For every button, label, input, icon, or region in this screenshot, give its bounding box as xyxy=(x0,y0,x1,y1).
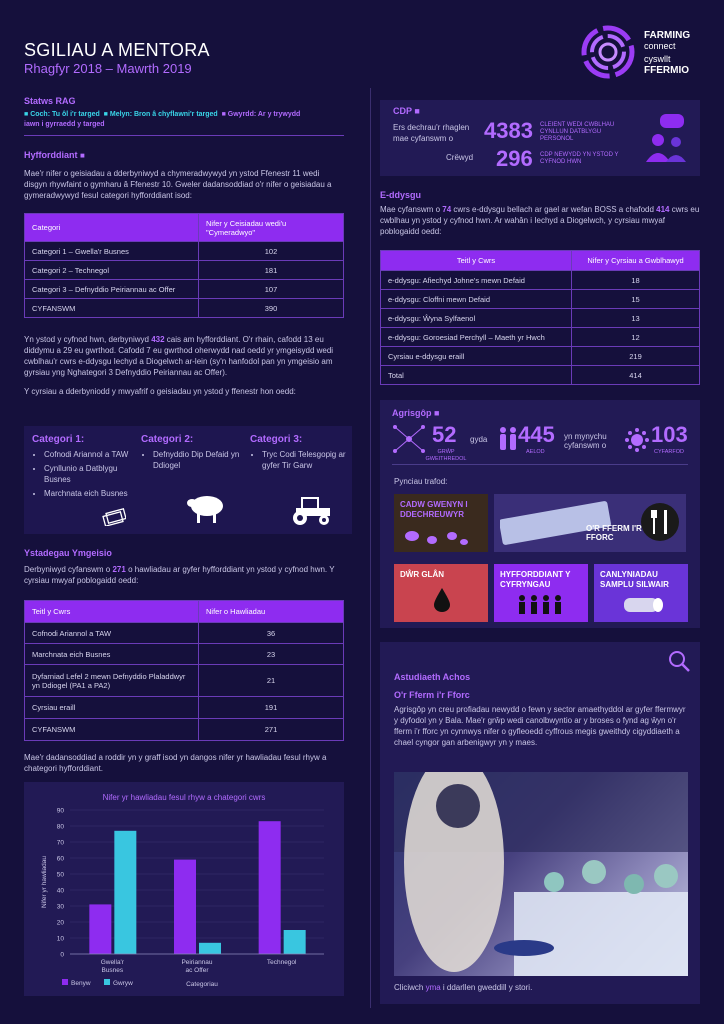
tractor-icon xyxy=(286,494,338,526)
cdp-label1: Ers dechrau'r rhaglen mae cyfanswm o xyxy=(393,123,470,143)
agrisgop-with: gyda xyxy=(470,435,488,444)
y-tick-label: 50 xyxy=(56,871,64,879)
rag-status-section xyxy=(24,96,344,136)
cdp-num2: 296 xyxy=(496,146,533,171)
applications-heading: Ystadegau Ymgeisio xyxy=(24,548,112,558)
topic-tile-clean-water: DŴR GLÂN xyxy=(394,564,488,622)
y-tick-label: 40 xyxy=(56,887,64,895)
y-axis-label: Nifer yr hawliadau xyxy=(41,855,48,909)
th-approved: Nifer y Ceisiadau wedi'u "Cymeradwyo" xyxy=(199,214,344,242)
cdp-num1: 4383 xyxy=(484,118,533,143)
legend-amber: ■ Melyn: Bron â chyflawni'r targed xyxy=(103,111,218,118)
category-3-box xyxy=(242,426,352,534)
meeting-icon xyxy=(644,114,688,162)
table-row: Categori 1 – Gwella'r Busnes 102 xyxy=(25,242,344,261)
training-para3: Y cyrsiau a dderbyniodd y mwyafrif o geisiadau yn ystod y ffenestr hon oedd: xyxy=(24,387,296,396)
read-more-link[interactable]: yma xyxy=(425,983,441,992)
logo-line1: FARMING xyxy=(644,30,691,41)
logo-text xyxy=(644,30,690,76)
training-section xyxy=(24,150,344,201)
agrisgop-members: 445 xyxy=(518,422,555,447)
category-1-title: Categori 1: xyxy=(32,434,85,445)
training-table xyxy=(24,213,344,318)
legend-red: ■ Coch: Tu ôl i'r targed xyxy=(24,111,100,118)
cutlery-icon xyxy=(640,500,680,544)
bar-gwryw xyxy=(114,831,136,954)
column-divider xyxy=(370,88,371,1008)
th-course: Teitl y Cwrs xyxy=(25,601,199,623)
claims-chart-svg xyxy=(24,782,344,996)
money-icon xyxy=(102,508,126,526)
legend-label-gwryw: Gwryw xyxy=(113,980,133,987)
table-row: e-ddysgu: Afiechyd Johne's mewn Defaid 18 xyxy=(381,271,700,290)
applications-count: 432 xyxy=(151,335,165,344)
cdp-panel xyxy=(380,100,700,176)
elearning-completed: 414 xyxy=(656,205,670,214)
agrisgop-meetings-label: CYFARFOD xyxy=(654,449,684,455)
cdp-heading: CDP ■ xyxy=(393,106,420,116)
agrisgop-attending: yn mynychu cyfanswm o xyxy=(564,432,607,450)
table-row: Cyrsiau e-ddysgu eraill 219 xyxy=(381,347,700,366)
category-1-box xyxy=(24,426,134,534)
training-para2: Yn ystod y cyfnod hwn, derbyniwyd 432 cais am hyfforddiant. O'r rhain, cafodd 13 eu diddymu a 29 eu gwrthod. Cafodd 7 eu gwrthod oherwydd nad oedd yr ymgeisydd wedi cwblhau'r cwrs e-ddysgu Iechyd a Diogelwch ar-lein (sy'n hanfodol pan yn ymgeisio am gyrsiau yng Nghategori 3 Defnyddio Peiriannau ac Offer). Y cyrsiau a dderbyniodd y mwyafrif o geisiadau yn ystod y ffenestr hon oedd: xyxy=(24,334,344,397)
category-3-title: Categori 3: xyxy=(250,434,303,445)
agrisgop-meetings: 103 xyxy=(651,422,688,447)
category-2-item: • Defnyddio Dip Defaid yn Ddiogel xyxy=(153,449,243,471)
water-drop-icon xyxy=(434,588,450,612)
table-row: Categori 3 – Defnyddio Peiriannau ac Offer 107 xyxy=(25,280,344,299)
table-row: e-ddysgu: Ŵyna Sylfaenol 13 xyxy=(381,309,700,328)
y-tick-label: 30 xyxy=(56,903,64,911)
table-row: CYFANSWM 390 xyxy=(25,299,344,318)
rag-divider xyxy=(24,135,344,136)
case-study-photo xyxy=(394,772,688,976)
agrisgop-groups: 52 xyxy=(432,422,457,447)
y-tick-label: 60 xyxy=(56,855,64,863)
silage-bales-icon xyxy=(624,592,664,614)
table-row: CYFANSWM 271 xyxy=(25,719,344,741)
table-row: Cofnodi Ariannol a TAW 36 xyxy=(25,623,344,644)
elearning-heading: E-ddysgu xyxy=(380,190,422,200)
legend-green-cont: iawn i gyrraedd y targed xyxy=(24,121,105,128)
training-heading: Hyfforddiant ■ xyxy=(24,150,85,160)
x-tick-label: Gwella'r Busnes xyxy=(100,959,124,974)
applications-section: Ystadegau Ymgeisio Derbyniwyd cyfanswm o 271 o hawliadau ar gyfer hyfforddiant yn ystod y cyfnod hwn. Y cyrsiau mwyaf poblogaidd oedd: xyxy=(24,548,344,586)
sheep-icon xyxy=(185,492,229,526)
agrisgop-members-label: AELOD xyxy=(526,449,545,455)
topics-label: Pynciau trafod: xyxy=(394,477,448,486)
category-1-item: • Cynllunio a Datblygu Busnes xyxy=(44,463,134,485)
legend-label-benyw: Benyw xyxy=(71,980,91,987)
bar-gwryw xyxy=(284,930,306,954)
table-row: e-ddysgu: Cloffni mewn Defaid 15 xyxy=(381,290,700,309)
cdp-label2: Crëwyd xyxy=(446,153,474,162)
category-2-title: Categori 2: xyxy=(141,434,194,445)
meeting-table-icon xyxy=(624,428,650,452)
elearning-count: 74 xyxy=(442,205,452,214)
table-row: Dyfarniad Lefel 2 mewn Defnyddio Plaladdwyr yn Ddiogel (PA1 a PA2) 21 xyxy=(25,665,344,697)
table-row: Cyrsiau eraill 191 xyxy=(25,697,344,719)
th-category: Categori xyxy=(25,214,199,242)
claims-count: 271 xyxy=(112,565,126,574)
table-row: Marchnata eich Busnes 23 xyxy=(25,644,344,665)
bar-gwryw xyxy=(199,943,221,954)
y-tick-label: 90 xyxy=(56,807,64,815)
legend-swatch-benyw xyxy=(62,979,68,985)
training-intro: Mae'r nifer o geisiadau a dderbyniwyd a chymeradwywyd yn ystod Ffenestr 11 wedi disgyn rhywfaint o gymharu â Ffenestr 10. Gweler dadansoddiad o'r nifer o geisiadau a gymeradwywyd fesul categori hyfforddiant isod: xyxy=(24,169,332,200)
farm-to-fork-label: O'R FFERM I'R FFORC xyxy=(586,524,642,542)
category-3-item: • Tryc Codi Telesgopig ar gyfer Tir Garw xyxy=(262,449,352,471)
topic-tile-silage: CANLYNIADAU SAMPLU SILWAIR xyxy=(594,564,688,622)
agrisgop-panel xyxy=(380,400,700,628)
bar-benyw xyxy=(89,904,111,954)
people-icon xyxy=(498,426,518,452)
category-2-box xyxy=(133,426,243,534)
bar-benyw xyxy=(259,821,281,954)
case-study-body: Agrisgôp yn creu profiadau newydd o fewn y sector amaethyddol ar gyfer ffermwyr y dyfodol yn y Bala. Mae'r grŵp wedi canolbwyntio ar y broses o fynd ag ŵyn o'r fferm i'r fforc yn cynnwys nifer o gyfleoedd cyffrous megis gweithdy cigyddiaeth a chael cyngor gan arbenigwyr yn y maes. xyxy=(394,705,686,747)
table-row: Total 414 xyxy=(381,366,700,385)
elearning-table xyxy=(380,250,700,385)
chart-title: Nifer yr hawliadau fesul rhyw a chategori cwrs xyxy=(102,793,266,802)
y-tick-label: 0 xyxy=(60,951,64,959)
logo-swirl-icon xyxy=(578,24,642,80)
bar-benyw xyxy=(174,860,196,954)
cdp-desc2: CDP NEWYDD YN YSTOD Y CYFNOD HWN xyxy=(540,152,619,165)
y-tick-label: 80 xyxy=(56,823,64,831)
elearning-section: E-ddysgu Mae cyfanswm o 74 cwrs e-ddysgu bellach ar gael ar wefan BOSS a chafodd 414 cwrs eu cwblhau yn ystod y cyfnod hwn. Ar wahân i Iechyd a Diogelwch, y cyrsiau mwyaf poblogaidd oedd: xyxy=(380,190,700,236)
logo-line3: cyswllt xyxy=(644,54,671,64)
case-study-panel xyxy=(380,642,700,1004)
rag-heading: Statws RAG xyxy=(24,96,76,106)
cdp-desc1: CLEIENT WEDI CWBLHAU CYNLLUN DATBLYGU PERSONOL xyxy=(540,122,615,142)
y-tick-label: 10 xyxy=(56,935,64,943)
case-study-heading: Astudiaeth Achos xyxy=(394,672,471,682)
logo-line4: FFERMIO xyxy=(644,65,689,76)
case-study-subheading: O'r Fferm i'r Fforc xyxy=(394,690,470,700)
claims-table xyxy=(24,600,344,741)
x-axis-label: Categoriau xyxy=(186,981,218,988)
audience-icon xyxy=(516,594,568,616)
legend-swatch-gwryw xyxy=(104,979,110,985)
table-row: Categori 2 – Technegol 181 xyxy=(25,261,344,280)
category-1-item: • Cofnodi Ariannol a TAW xyxy=(44,449,134,460)
topic-tile-media-training: HYFFORDDIANT Y CYFRYNGAU xyxy=(494,564,588,622)
agrisgop-divider xyxy=(392,464,688,465)
category-1-item: • Marchnata eich Busnes xyxy=(44,488,134,499)
legend-green: ■ Gwyrdd: Ar y trywydd xyxy=(221,111,301,118)
topic-tile-beekeeping: CADW GWENYN I DDECHREUWYR xyxy=(394,494,488,552)
page-subtitle: Rhagfyr 2018 – Mawrth 2019 xyxy=(24,61,192,76)
dinner-scene-image xyxy=(394,772,688,976)
agrisgop-groups-label: GRŴP GWEITHREDOL xyxy=(425,449,467,462)
y-tick-label: 70 xyxy=(56,839,64,847)
th-elearn-course: Teitl y Cwrs xyxy=(381,251,572,271)
th-elearn-completed: Nifer y Cyrsiau a Gwblhawyd xyxy=(572,251,700,271)
x-tick-label: Technegol xyxy=(266,959,297,966)
topic-tile-farm-to-fork xyxy=(494,494,686,552)
x-tick-label: Peiriannau ac Offer xyxy=(181,959,213,974)
agrisgop-heading: Agrisgôp ■ xyxy=(392,408,440,418)
chart-intro: Mae'r dadansoddiad a roddir yn y graff isod yn dangos nifer yr hawliadau fesul rhyw a chategori hyfforddiant. xyxy=(24,753,327,773)
page-title: SGILIAU A MENTORA xyxy=(24,40,210,60)
logo-line2: connect xyxy=(644,41,676,51)
y-tick-label: 20 xyxy=(56,919,64,927)
table-row: e-ddysgu: Goroesiad Perchyll – Maeth yr Hwch 12 xyxy=(381,328,700,347)
case-study-footer: Cliciwch yma i ddarllen gweddill y stori. xyxy=(394,983,533,992)
rag-legend xyxy=(24,110,344,130)
bee-icon xyxy=(402,524,472,548)
magnifier-icon xyxy=(668,650,690,672)
claims-chart xyxy=(24,782,344,996)
th-claims: Nifer o Hawliadau xyxy=(199,601,344,623)
